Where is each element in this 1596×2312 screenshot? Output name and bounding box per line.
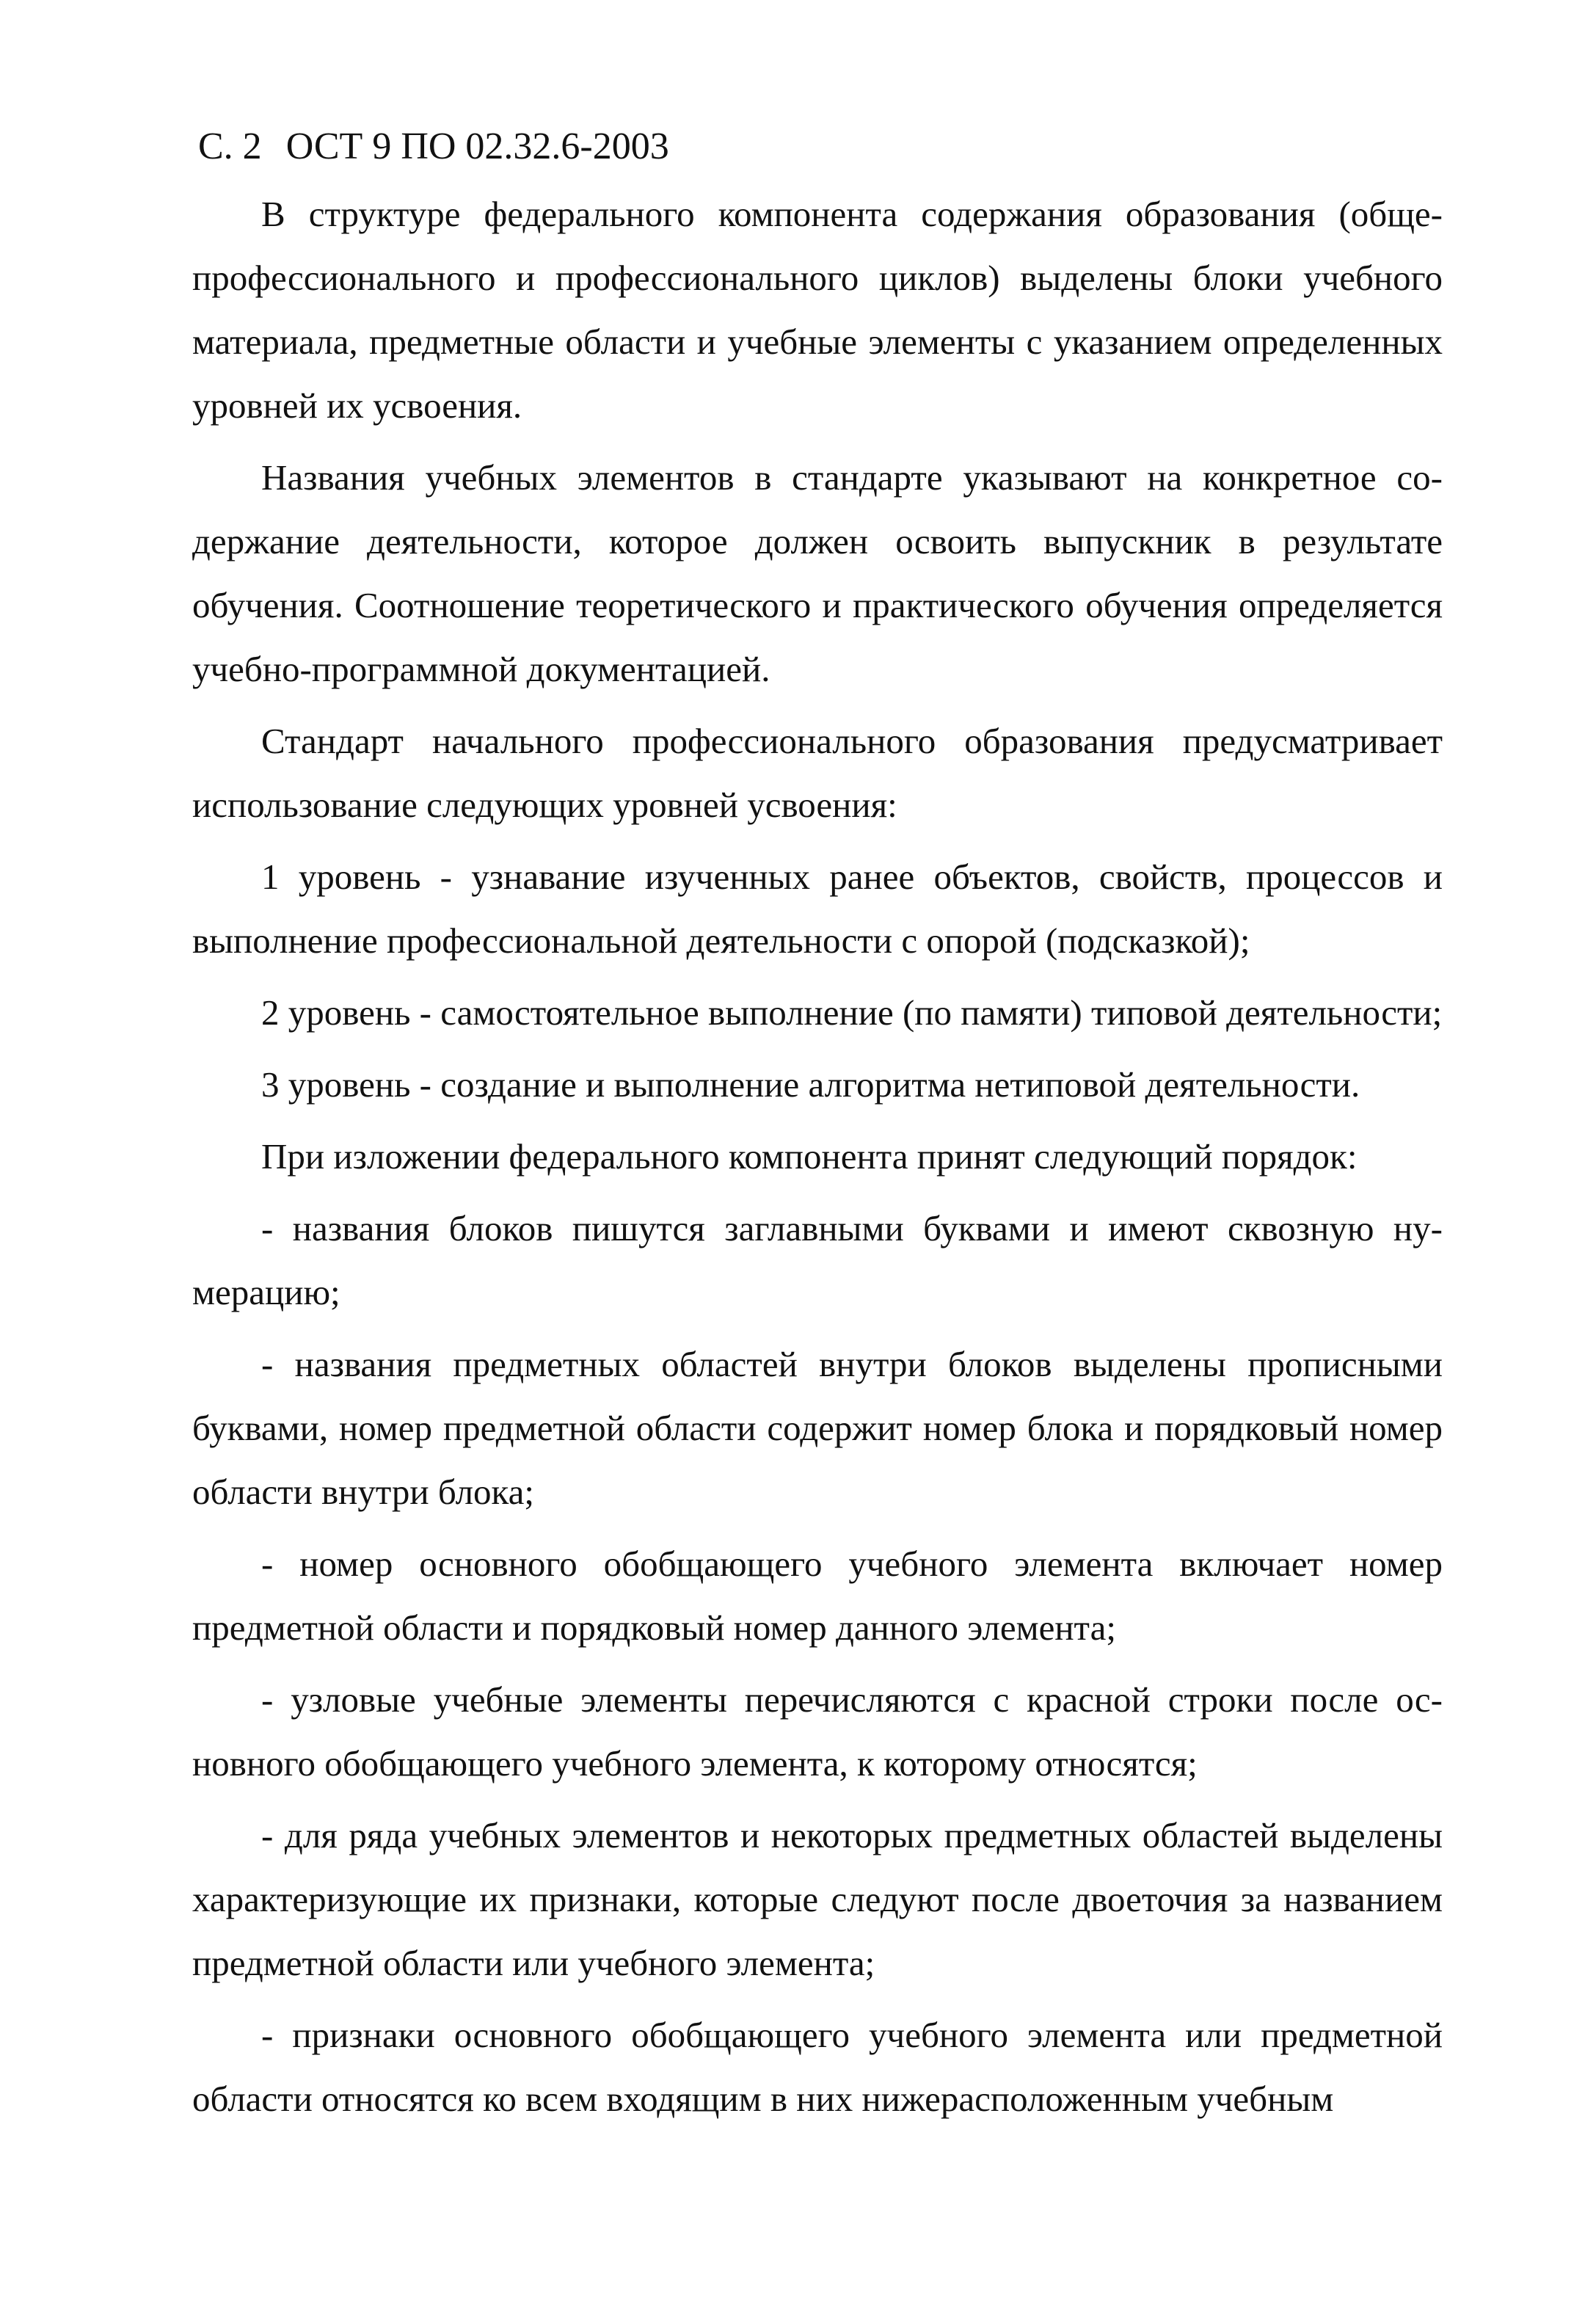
list-item-block-names: - названия блоков пишутся заглавными буквами и имеют сквозную нумерацию; (192, 1208, 1443, 1312)
document-code: ОСТ 9 ПО 02.32.6-2003 (285, 126, 669, 167)
page-header (198, 123, 669, 170)
paragraph-levels-intro: Стандарт начального профессионального образования предусматривает использование следующих уровней усвоения: (192, 721, 1443, 825)
list-item-node-elements: - узловые учебные элементы перечисляются с красной строки после основного обобщающего учебного элемента, к которому относятся; (192, 1679, 1443, 1784)
paragraph-element-names: Названия учебных элементов в стандарте указывают на конкретное содержание деятельности, которое должен освоить выпускник в результате обучения. Соотношение теоретического и практического обучения определяется учебно-программной документацией. (192, 457, 1443, 689)
list-item-main-element-number: - номер основного обобщающего учебного элемента включает номер предметной области и порядковый номер данного элемента; (192, 1544, 1443, 1648)
page-number: С. 2 (198, 126, 262, 167)
paragraph-order-intro: При изложении федерального компонента принят следующий порядок: (261, 1136, 1358, 1177)
list-item-features-apply: - признаки основного обобщающего учебного элемента или предметной области относятся ко всем входящим в них нижерасположенным учебным (192, 2015, 1443, 2119)
paragraph-level-2: 2 уровень - самостоятельное выполнение (по памяти) типовой деятельности; (261, 992, 1443, 1033)
paragraph-level-1: 1 уровень - узнавание изученных ранее объектов, свойств, процессов и выполнение профессиональной деятельности с опорой (подсказкой); (192, 857, 1443, 961)
list-item-subject-areas: - названия предметных областей внутри блоков выделены прописными буквами, номер предметной области содержит номер блока и порядковый номер области внутри блока; (192, 1344, 1443, 1512)
list-item-characteristic-features: - для ряда учебных элементов и некоторых предметных областей выделены характеризующие их признаки, которые следуют после двоеточия за названием предметной области или учебного элемента; (192, 1815, 1443, 1983)
paragraph-federal-component-structure: В структуре федерального компонента содержания образования (общепрофессионального и профессионального циклов) выделены блоки учебного материала, предметные области и учебные элементы с указанием определенных уровней их усвоения. (192, 194, 1443, 426)
paragraph-level-3: 3 уровень - создание и выполнение алгоритма нетиповой деятельности. (261, 1064, 1360, 1105)
body-text (192, 182, 1443, 2139)
